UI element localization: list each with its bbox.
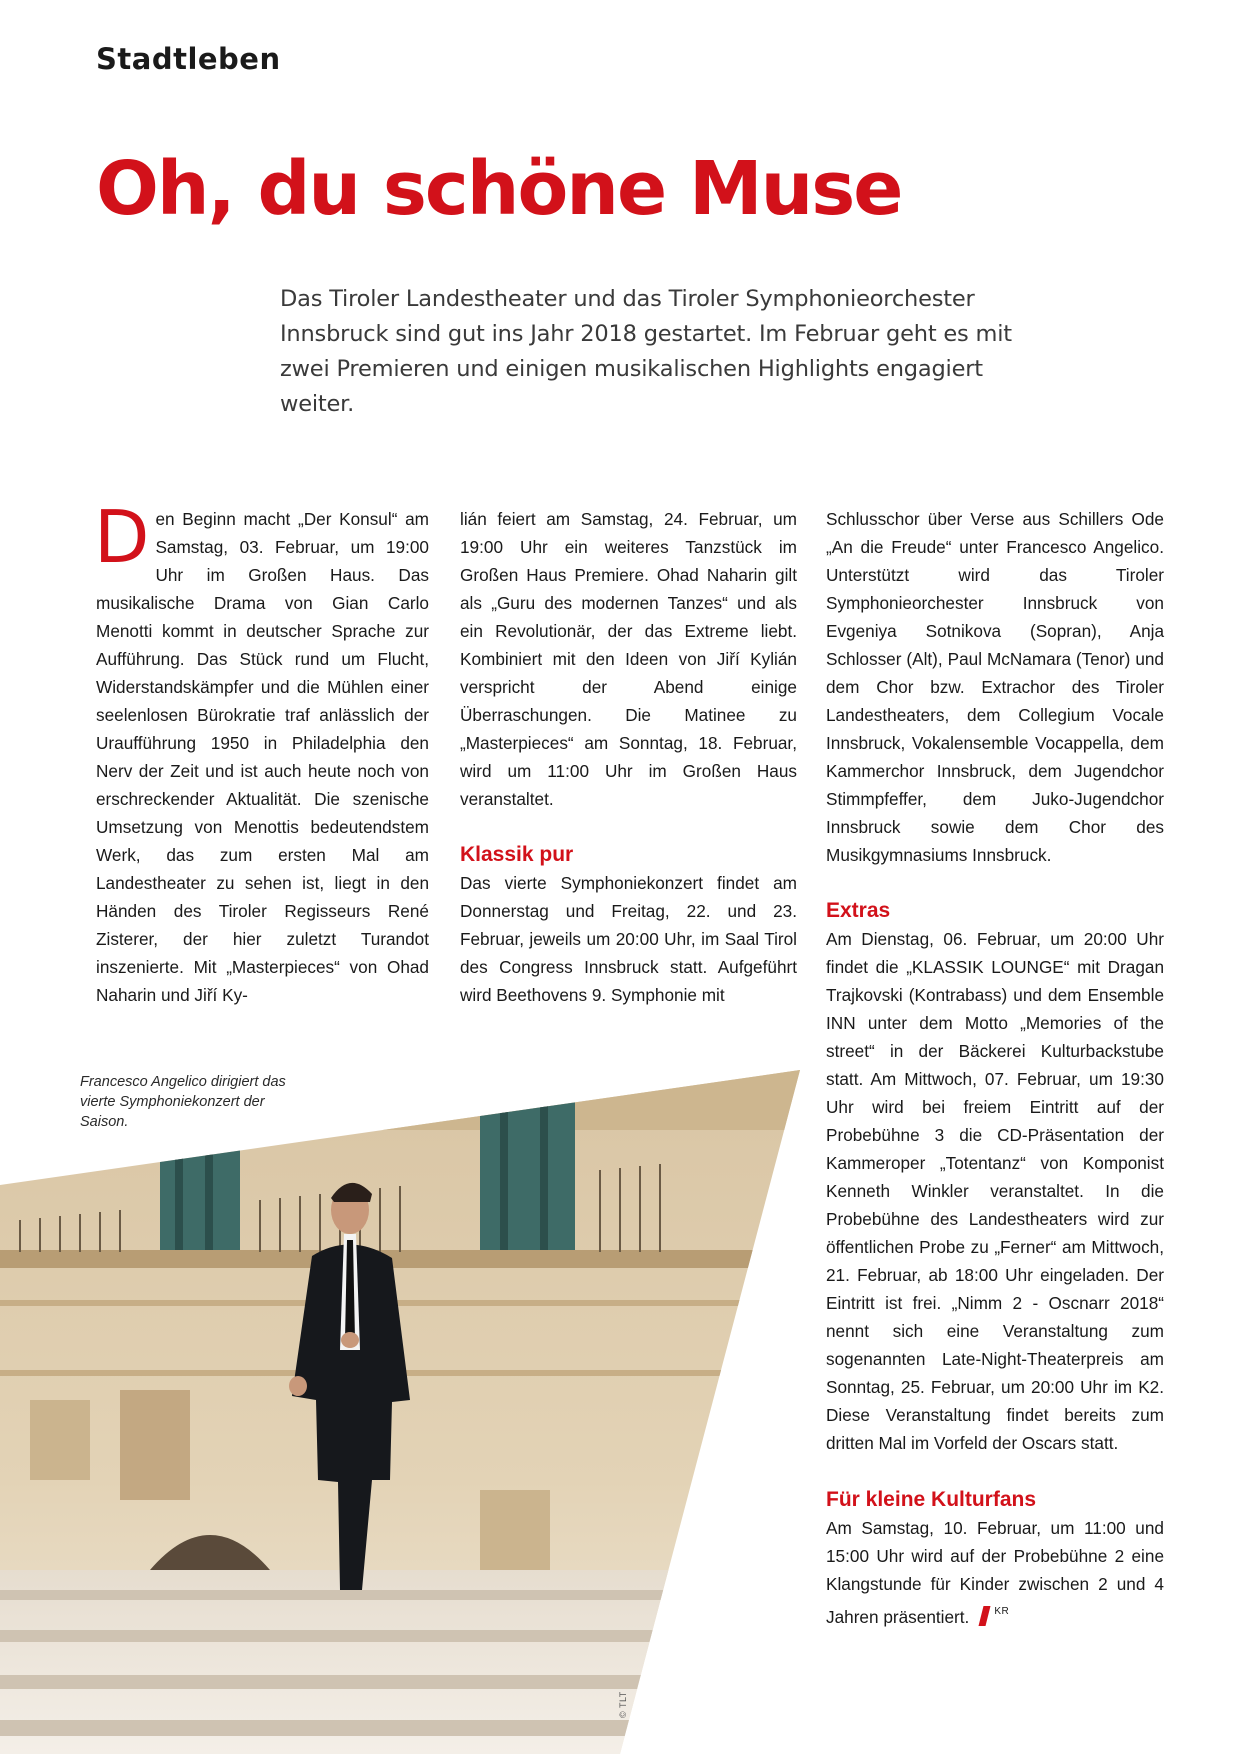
photo-credit: © TLT bbox=[618, 1691, 628, 1718]
article-paragraph bbox=[826, 1514, 1164, 1631]
section-label: Stadtleben bbox=[96, 42, 281, 76]
photo-caption: Francesco Angelico dirigiert das vierte Symphoniekonzert der Saison. bbox=[80, 1074, 286, 1130]
subheading-extras: Extras bbox=[826, 899, 891, 922]
article-column-2 bbox=[460, 505, 797, 1009]
headline: Oh, du schöne Muse bbox=[96, 146, 902, 232]
subheading-kulturfans: Für kleine Kulturfans bbox=[826, 1488, 1037, 1511]
author-initials: KR bbox=[994, 1606, 1010, 1617]
article-paragraph bbox=[94, 495, 429, 1009]
article-paragraph: Schlusschor über Verse aus Schillers Ode „An die Freude“ unter Francesco Angelico. Unterstützt wird das Tiroler Symphonieorchester Innsbruck von Evgeniya Sotnikova (Sopran), Anja Schlosser (Alt), Paul McNamara (Tenor) und dem Chor bzw. Extrachor des Tiroler Landestheaters, dem Collegium Vocale Innsbruck, Vokalensemble Vocappella, dem Kammerchor Innsbruck, dem Jugendchor Stimmpfeffer, dem Juko-Jugendchor Innsbruck sowie dem Chor des Musikgymnasiums Innsbruck. bbox=[826, 509, 1164, 865]
end-mark-icon bbox=[979, 1606, 991, 1626]
article-paragraph: lián feiert am Samstag, 24. Februar, um 19:00 Uhr ein weiteres Tanzstück im Großen Haus Premiere. Ohad Naharin gilt als „Guru des modernen Tanzes“ und als ein Revolutionär, der das Extreme liebt. Kombiniert mit den Ideen von Jiří Kylián verspricht der Abend einige Überraschungen. Die Matinee zu „Masterpieces“ am Sonntag, 18. Februar, wird um 11:00 Uhr im Großen Haus veranstaltet. bbox=[460, 509, 797, 809]
conductor-photo bbox=[0, 1070, 800, 1754]
article-column-1 bbox=[94, 495, 429, 1009]
paragraph-text: Am Samstag, 10. Februar, um 11:00 und 15:00 Uhr wird auf der Probebühne 2 eine Klangstunde für Kinder zwischen 2 und 4 Jahren präsentiert. bbox=[826, 1518, 1164, 1627]
subheading-klassik-pur: Klassik pur bbox=[460, 843, 574, 866]
lead-paragraph: Das Tiroler Landestheater und das Tiroler Symphonieorchester Innsbruck sind gut ins Jahr 2018 gestartet. Im Februar geht es mit zwei Premieren und einigen musikalischen Highlights engagiert weiter. bbox=[280, 286, 1012, 417]
paragraph-text: en Beginn macht „Der Konsul“ am Samstag, 03. Februar, um 19:00 Uhr im Großen Haus. Das musikalische Drama von Gian Carlo Menotti kommt in deutscher Sprache zur Aufführung. Das Stück rund um Flucht, Widerstandskämpfer und die Mühlen einer seelenlosen Bürokratie traf anlässlich der Uraufführung 1950 in Philadelphia den Nerv der Zeit und ist auch heute noch von erschreckender Aktualität. Die szenische Umsetzung von Menottis bedeutendstem Werk, das zum ersten Mal am Landestheater zu sehen ist, liegt in den Händen des Tiroler Regisseurs René Zisterer, der hier zuletzt Turandot inszenierte. Mit „Masterpieces“ von Ohad Naharin und Jiří Ky- bbox=[96, 509, 429, 1005]
article-paragraph: Das vierte Symphoniekonzert findet am Donnerstag und Freitag, 22. und 23. Februar, jeweils um 20:00 Uhr, im Saal Tirol des Congress Innsbruck statt. Aufgeführt wird Beethovens 9. Symphonie mit bbox=[460, 873, 797, 1005]
drop-cap: D bbox=[94, 495, 150, 579]
article-paragraph: Am Dienstag, 06. Februar, um 20:00 Uhr findet die „KLASSIK LOUNGE“ mit Dragan Trajkovski (Kontrabass) und dem Ensemble INN unter dem Motto „Memories of the street“ in der Bäckerei Kulturbackstube statt. Am Mittwoch, 07. Februar, um 19:30 Uhr wird bei freiem Eintritt auf der Probebühne 3 die CD-Präsentation der Kammeroper „Totentanz“ von Komponist Kenneth Winkler veranstaltet. In die Probebühne des Landestheaters wird zur öffentlichen Probe zu „Ferner“ am Mittwoch, 21. Februar, ab 18:00 Uhr eingeladen. Der Eintritt ist frei. „Nimm 2 - Oscnarr 2018“ nennt sich eine Veranstaltung zum sogenannten Late-Night-Theaterpreis am Sonntag, 25. Februar, um 20:00 Uhr im K2. Diese Veranstaltung findet bereits zum dritten Mal im Vorfeld der Oscars statt. bbox=[826, 929, 1164, 1453]
article-column-3 bbox=[826, 505, 1164, 1631]
